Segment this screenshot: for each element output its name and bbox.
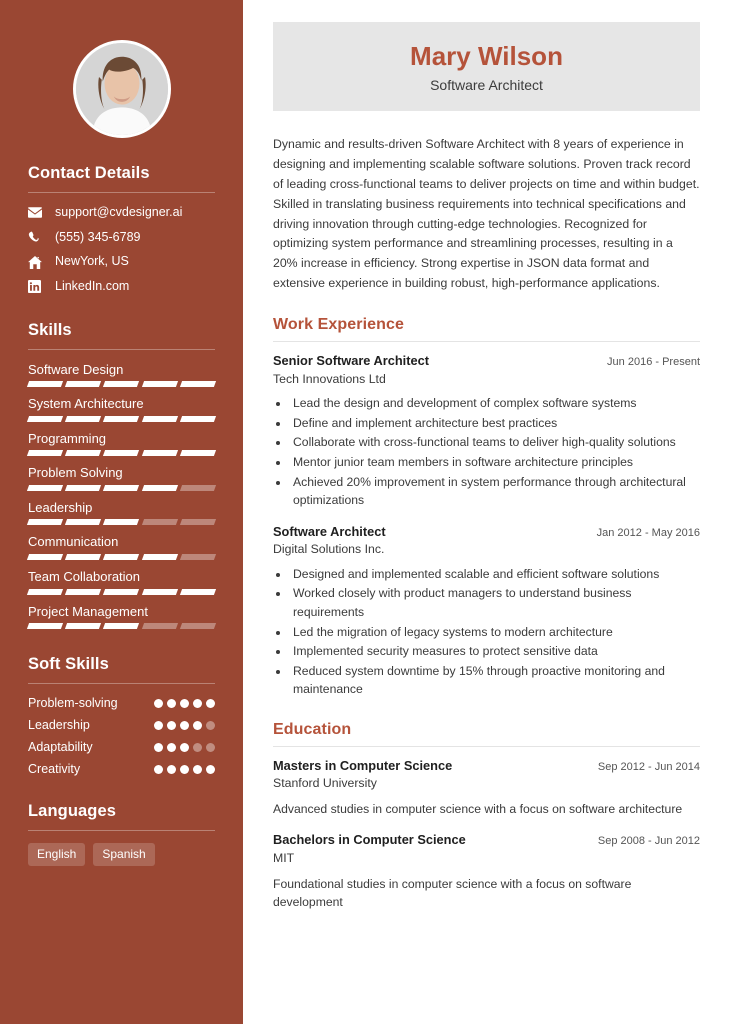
experience-bullet: • Lead the design and development of complex software systems [290,394,700,413]
rating-dot [167,699,176,708]
education-institution: MIT [273,851,295,866]
experience-bullet-list [290,394,700,509]
education-entry [273,758,700,819]
professional-summary: Dynamic and results-driven Software Architect with 8 years of experience in designing and implementing scalable software solutions. Proven track record of leading cross-functional teams to deliver projects on time and within budget. Skilled in translating business requirements into technical specifications and driving innovation through cutting-edge technologies. Recognized for optimizing system performance and streamlining processes, resulting in a 20% increase in efficiency. Strong expertise in JSON data format and extensive experience in building robust, high-performance applications. [273,136,700,291]
skill-segment [65,519,101,525]
contact-list [28,205,215,295]
education-degree: Bachelors in Computer Science [273,832,466,848]
rating-dot [167,721,176,730]
education-date-range: Sep 2008 - Jun 2012 [597,835,700,848]
education-degree: Masters in Computer Science [273,757,453,773]
name-banner [273,22,700,111]
language-tag-list [28,843,215,866]
main-content [243,0,730,1024]
rating-dot [154,743,163,752]
soft-skill-row [28,718,215,732]
skills-list [28,362,215,630]
education-description: Advanced studies in computer science with a focus on software architecture [273,801,683,816]
contact-item-phone[interactable] [28,230,215,246]
skill-segment [142,519,178,525]
experience-company: Digital Solutions Inc. [273,542,385,557]
soft-skill-rating [154,743,215,752]
rating-dot [154,699,163,708]
soft-skill-row [28,762,215,776]
skill-segment [180,416,216,422]
education-entry-header [273,832,700,849]
experience-entry [273,353,700,510]
rating-dot [154,721,163,730]
soft-skills-divider [28,683,215,684]
skill-segment [103,589,139,595]
sidebar [0,0,243,1024]
skill-segment [180,519,216,525]
skill-row [28,569,215,595]
education-entry [273,832,700,911]
contact-value-location: NewYork, US [55,254,129,269]
rating-dot [167,765,176,774]
skill-label: Project Management [28,603,148,619]
contact-value-linkedin: LinkedIn.com [55,278,130,293]
soft-skills-list [28,696,215,776]
skill-segment [180,450,216,456]
soft-skill-label: Problem-solving [28,696,118,711]
experience-bullet: • Designed and implemented scalable and efficient software solutions [290,565,700,584]
skill-row [28,465,215,491]
experience-entry-header [273,353,700,370]
skill-segment [65,450,101,456]
rating-dot [193,743,202,752]
contact-value-phone: (555) 345-6789 [55,229,141,244]
skill-row [28,500,215,526]
language-tag: English [28,843,85,866]
skill-row [28,396,215,422]
skill-label: Programming [28,430,107,446]
skill-segment [180,623,216,629]
experience-bullet: • Collaborate with cross-functional teams to deliver high-quality solutions [290,433,700,452]
work-experience-divider [273,341,700,342]
experience-bullet: • Achieved 20% improvement in system performance through architectural optimizations [290,473,700,510]
experience-bullet: • Implemented security measures to protect sensitive data [290,642,700,661]
languages-section [0,802,243,866]
skill-segment [180,589,216,595]
soft-skill-label: Adaptability [28,740,93,755]
soft-skills-heading: Soft Skills [28,655,109,674]
experience-date-range: Jan 2012 - May 2016 [596,526,700,539]
skill-label: Team Collaboration [28,569,141,585]
experience-company: Tech Innovations Ltd [273,371,386,386]
skills-section [0,321,243,630]
skill-segment [142,554,178,560]
candidate-role: Software Architect [430,76,543,93]
skill-segment [142,450,178,456]
skill-segment [27,450,63,456]
experience-job-title: Senior Software Architect [273,353,429,369]
contact-value-email: support@cvdesigner.ai [55,205,183,219]
skill-segment [65,416,101,422]
soft-skill-rating [154,721,215,730]
rating-dot [206,699,215,708]
skill-segment [65,381,101,387]
skill-segment [142,623,178,629]
rating-dot [193,765,202,774]
skill-segment [103,519,139,525]
experience-bullet: • Led the migration of legacy systems to modern architecture [290,623,700,642]
avatar [73,40,171,138]
skill-rating-bar [28,450,215,456]
skill-segment [180,554,216,560]
skill-segment [142,485,178,491]
rating-dot [180,699,189,708]
rating-dot [206,765,215,774]
skill-segment [180,381,216,387]
soft-skill-rating [154,699,215,708]
rating-dot [206,743,215,752]
skill-segment [103,450,139,456]
skill-label: Problem Solving [28,465,123,481]
skill-segment [27,485,63,491]
work-experience-list [273,353,700,699]
languages-divider [28,830,215,831]
rating-dot [167,743,176,752]
linkedin-icon [28,280,46,293]
language-tag: Spanish [93,843,154,866]
phone-icon [28,231,46,244]
skill-segment [27,416,63,422]
skill-segment [142,381,178,387]
work-experience-heading: Work Experience [273,316,405,334]
skill-label: Leadership [28,499,93,515]
skill-segment [142,416,178,422]
candidate-name: Mary Wilson [410,41,563,71]
education-description: Foundational studies in computer science with a focus on software development [273,876,632,910]
skills-heading: Skills [28,320,72,339]
education-heading: Education [273,720,352,738]
soft-skills-section [0,655,243,776]
skill-segment [65,623,101,629]
rating-dot [193,699,202,708]
experience-job-title: Software Architect [273,523,386,539]
skill-segment [27,589,63,595]
contact-divider [28,192,215,193]
education-institution: Stanford University [273,776,377,791]
envelope-icon [28,207,46,218]
skill-segment [65,589,101,595]
home-icon [28,256,46,269]
avatar-container [0,0,243,164]
education-date-range: Sep 2012 - Jun 2014 [597,760,700,773]
rating-dot [154,765,163,774]
skill-segment [103,485,139,491]
work-experience-section [273,316,700,699]
experience-bullet-list [290,565,700,699]
rating-dot [180,721,189,730]
skill-segment [103,381,139,387]
soft-skill-row [28,740,215,754]
skill-label: System Architecture [28,396,144,412]
soft-skill-row [28,696,215,710]
rating-dot [206,721,215,730]
skill-label: Communication [28,534,119,550]
skill-segment [27,623,63,629]
skill-row [28,362,215,388]
avatar-photo-icon [76,43,168,135]
skill-segment [27,381,63,387]
soft-skill-label: Creativity [28,762,81,777]
languages-heading: Languages [28,802,117,821]
skill-rating-bar [28,589,215,595]
skill-rating-bar [28,485,215,491]
education-divider [273,746,700,747]
soft-skill-label: Leadership [28,718,90,733]
education-entry-header [273,758,700,775]
skill-segment [27,519,63,525]
skill-segment [103,623,139,629]
experience-date-range: Jun 2016 - Present [607,356,700,369]
skill-rating-bar [28,381,215,387]
experience-bullet: • Reduced system downtime by 15% through proactive monitoring and maintenance [290,662,700,699]
skill-row [28,431,215,457]
skill-segment [142,589,178,595]
skill-row [28,534,215,560]
skill-segment [180,485,216,491]
soft-skill-rating [154,765,215,774]
experience-bullet: • Worked closely with product managers to understand business requirements [290,584,700,621]
contact-item-linkedin[interactable] [28,279,215,295]
skill-rating-bar [28,623,215,629]
skill-segment [103,416,139,422]
education-section [273,721,700,912]
rating-dot [180,765,189,774]
experience-entry-header [273,524,700,541]
skill-segment [65,485,101,491]
experience-bullet: • Define and implement architecture best practices [290,414,700,433]
skill-segment [65,554,101,560]
skill-segment [27,554,63,560]
contact-section [0,164,243,295]
rating-dot [180,743,189,752]
rating-dot [193,721,202,730]
experience-entry [273,524,700,699]
experience-bullet: • Mentor junior team members in software architecture principles [290,453,700,472]
skill-rating-bar [28,519,215,525]
skill-rating-bar [28,416,215,422]
skills-divider [28,349,215,350]
skill-segment [103,554,139,560]
skill-rating-bar [28,554,215,560]
education-list [273,758,700,912]
skill-label: Software Design [28,361,124,377]
skill-row [28,604,215,630]
contact-item-location[interactable] [28,254,215,270]
contact-heading: Contact Details [28,164,150,182]
contact-item-email[interactable] [28,205,215,221]
